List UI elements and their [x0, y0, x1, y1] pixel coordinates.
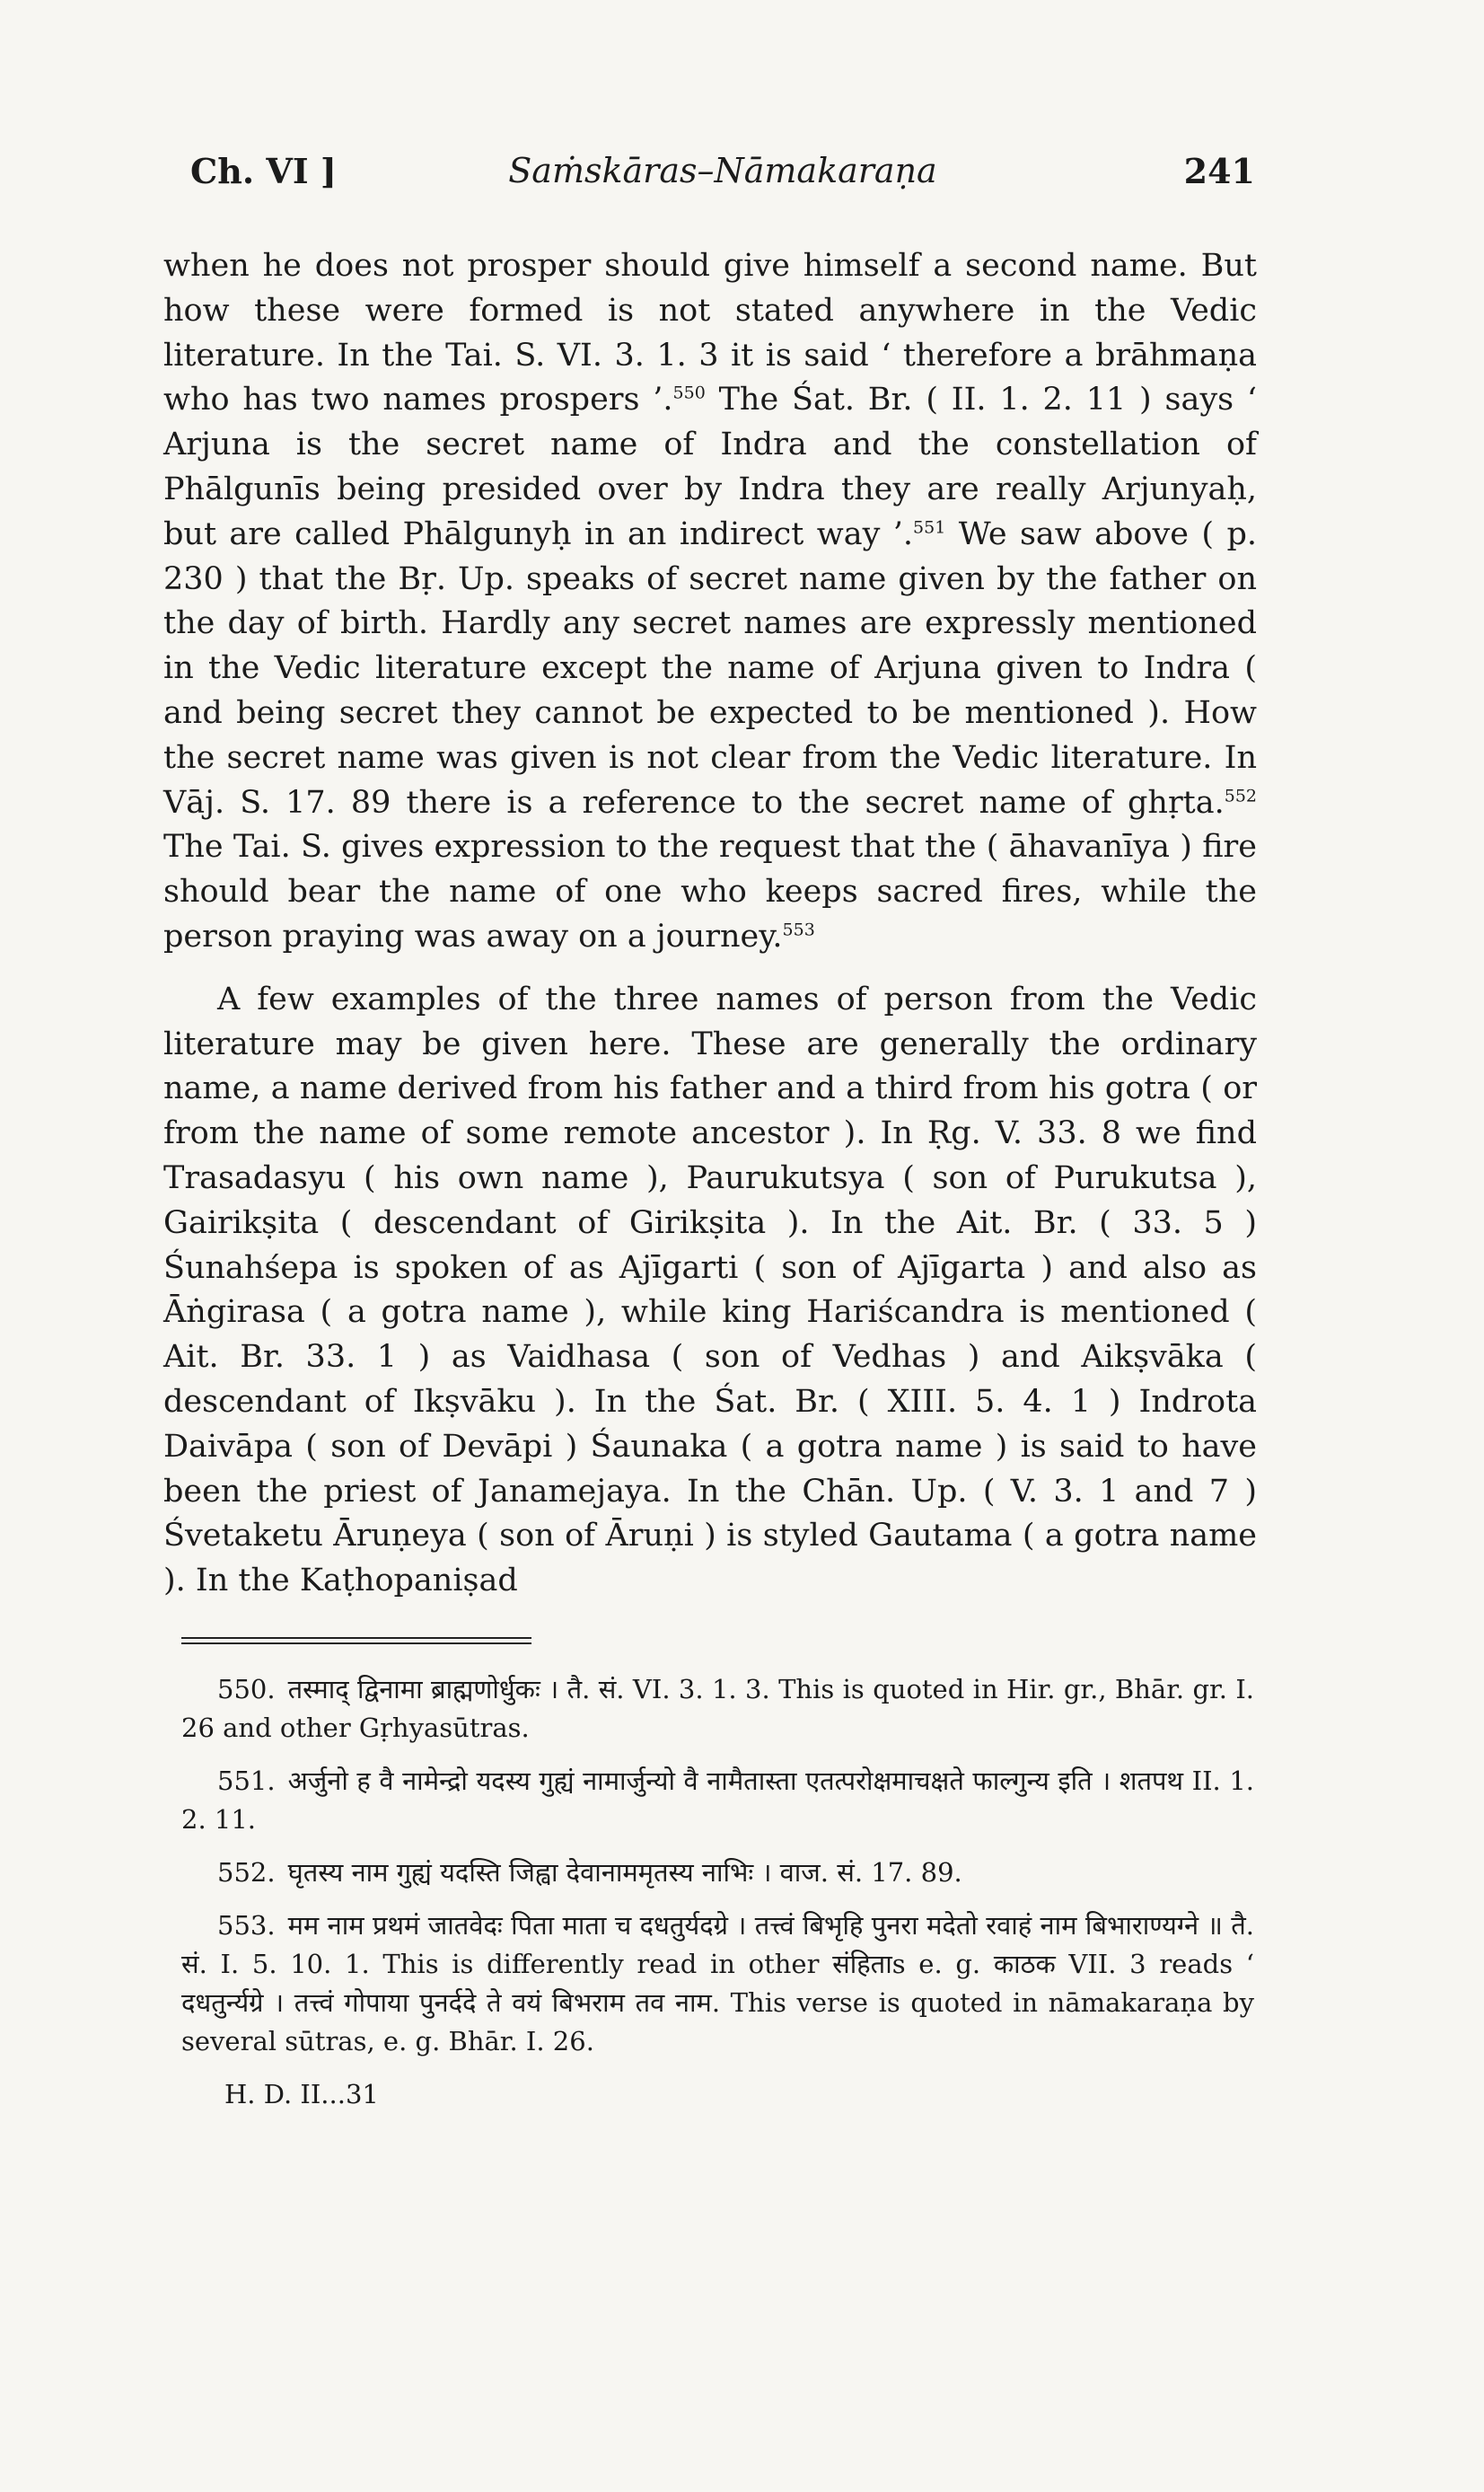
running-title: Saṁskāras–Nāmakaraṇa — [508, 151, 937, 190]
footnote-text: अर्जुनो ह वै नामेन्द्रो यदस्य गुह्यं नामार्जुन्यो वै नामैतास्ता एतत्परोक्षमाचक्षते फाल्गुन्य इति । शतपथ II. 1. 2. 11. — [181, 1766, 1254, 1835]
page-number: 241 — [1183, 151, 1255, 191]
footnote-550 — [181, 1670, 1254, 1748]
chapter-label: Ch. VI ] — [190, 151, 337, 191]
text-segment: A few examples of the three names of person from the Vedic literature may be given here. These are generally the ordinary name, a name derived from his father and a third from his gotra ( or from the name of some remote ancestor ). In Ṛg. V. 33. 8 we find Trasadasyu ( his own name ), Paurukutsya ( son of Purukutsa ), Gairikṣita ( descendant of Girikṣita ). In the Ait. Br. ( 33. 5 ) Śunahśepa is spoken of as Ajīgarti ( son of Ajīgarta ) and also as Āṅgirasa ( a gotra name ), while king Hariścandra is mentioned ( Ait. Br. 33. 1 ) as Vaidhasa ( son of Vedhas ) and Aikṣvāka ( descendant of Ikṣvāku ). In the Śat. Br. ( XIII. 5. 4. 1 ) Indrota Daivāpa ( son of Devāpi ) Śaunaka ( a gotra name ) is said to have been the priest of Janamejaya. In the Chān. Up. ( V. 3. 1 and 7 ) Śvetaketu Āruṇeya ( son of Āruṇi ) is styled Gautama ( a gotra name ). In the Kaṭhopaniṣad — [163, 981, 1257, 1599]
text-segment: when he does not prosper should give himself a second name. But how these were formed is not stated anywhere in the Vedic literature. In the Tai. S. VI. 3. 1. 3 it is said ‘ therefore a brāhmaṇa who has two names prospers ’. — [163, 248, 1257, 418]
footnote-552 — [181, 1854, 1254, 1892]
text-segment: The Śat. Br. ( II. 1. 2. 11 ) says ‘ Arjuna is the secret name of Indra and the constellation of Phālgunīs being presided over by Indra they are really Arjunyaḥ, but are called Phālgunyḥ in an indirect way ’. — [163, 382, 1257, 552]
footnote-text: घृतस्य नाम गुह्यं यदस्ति जिह्वा देवानाममृतस्य नाभिः । वाज. सं. 17. 89. — [287, 1857, 962, 1888]
signature-mark: H. D. II...31 — [224, 2079, 379, 2109]
footnote-ref-551: 551 — [913, 517, 946, 538]
paragraph-2 — [163, 978, 1257, 1604]
footnote-ref-553: 553 — [782, 920, 815, 940]
footnote-number: 553. — [217, 1910, 276, 1941]
footnote-number: 552. — [217, 1857, 276, 1888]
footnote-number: 551. — [217, 1766, 276, 1796]
footnote-divider — [181, 1637, 531, 1644]
footnote-text: मम नाम प्रथमं जातवेदः पिता माता च दधतुर्यदग्रे । तत्त्वं बिभृहि पुनरा मदेतो रवाहं नाम बिभाराण्यग्ने ॥ तै. सं. I. 5. 10. 1. This is differently read in other संहिताs e. g. काठक VII. 3 reads ‘ दधतुर्न्यग्रे । तत्त्वं गोपाया पुनर्ददे ते वयं बिभराम तव नाम. This verse is quoted in nāmakaraṇa by several sūtras, e. g. Bhār. I. 26. — [181, 1910, 1254, 2056]
footnote-ref-550: 550 — [672, 383, 706, 403]
footnote-number: 550. — [217, 1674, 276, 1704]
footnote-ref-552: 552 — [1224, 785, 1257, 806]
footnote-553 — [181, 1906, 1254, 2061]
footnote-551 — [181, 1762, 1254, 1839]
main-text — [163, 244, 1257, 1604]
text-segment: The Tai. S. gives expression to the request that the ( āhavanīya ) fire should bear the name of one who keeps sacred fires, while the person praying was away on a journey. — [163, 829, 1257, 955]
paragraph-1 — [163, 244, 1257, 960]
text-segment: We saw above ( p. 230 ) that the Bṛ. Up. speaks of secret name given by the father on the day of birth. Hardly any secret names are expressly mentioned in the Vedic literature except the name of Arjuna given to Indra ( and being secret they cannot be expected to be mentioned ). How the secret name was given is not clear from the Vedic literature. In Vāj. S. 17. 89 there is a reference to the secret name of ghṛta. — [163, 515, 1257, 821]
running-header — [190, 151, 1255, 205]
footnote-text: तस्माद् द्विनामा ब्राह्मणोर्धुकः । तै. सं. VI. 3. 1. 3. This is quoted in Hir. gr., Bhār. gr. I. 26 and other Gṛhyasūtras. — [181, 1674, 1254, 1743]
footnotes — [181, 1670, 1254, 2114]
